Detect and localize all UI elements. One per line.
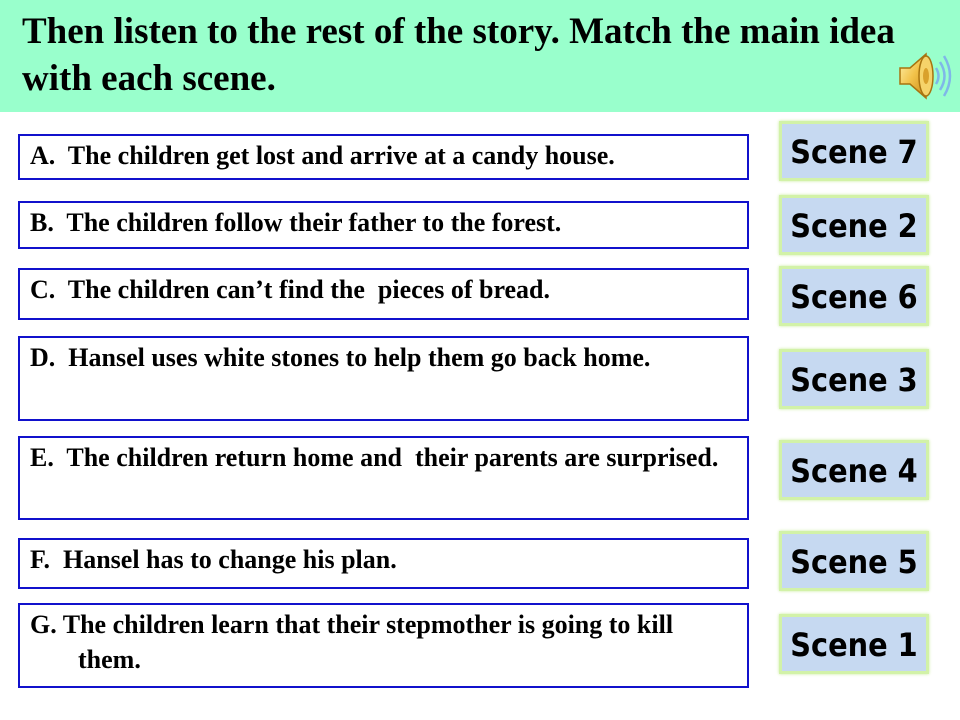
instruction-title: Then listen to the rest of the story. Match the main idea with each scene. bbox=[22, 11, 895, 99]
main-idea-text: E. The children return home and their parents are surprised. bbox=[30, 443, 719, 472]
scene-card[interactable]: Scene 6 bbox=[779, 266, 929, 326]
main-idea-text: A. The children get lost and arrive at a candy house. bbox=[30, 141, 615, 170]
main-idea-f[interactable] bbox=[18, 538, 749, 589]
scene-card[interactable]: Scene 1 bbox=[779, 614, 929, 674]
main-idea-d[interactable] bbox=[18, 336, 749, 421]
main-idea-text: D. Hansel uses white stones to help them go back home. bbox=[30, 343, 651, 372]
main-idea-b[interactable] bbox=[18, 201, 749, 249]
speaker-icon[interactable] bbox=[894, 46, 954, 106]
main-idea-text: G. The children learn that their stepmother is going to kill them. bbox=[30, 610, 680, 674]
main-idea-text: C. The children can’t find the pieces of bread. bbox=[30, 275, 551, 304]
scene-card[interactable]: Scene 2 bbox=[779, 195, 929, 255]
main-idea-a[interactable] bbox=[18, 134, 749, 180]
scene-card[interactable]: Scene 7 bbox=[779, 121, 929, 181]
scene-card[interactable]: Scene 4 bbox=[779, 440, 929, 500]
main-idea-c[interactable] bbox=[18, 268, 749, 320]
scene-card[interactable]: Scene 5 bbox=[779, 531, 929, 591]
main-idea-e[interactable] bbox=[18, 436, 749, 520]
scene-card[interactable]: Scene 3 bbox=[779, 349, 929, 409]
header-banner bbox=[0, 0, 960, 112]
main-idea-text: F. Hansel has to change his plan. bbox=[30, 545, 397, 574]
main-idea-text: B. The children follow their father to the forest. bbox=[30, 208, 562, 237]
main-idea-g[interactable] bbox=[18, 603, 749, 688]
